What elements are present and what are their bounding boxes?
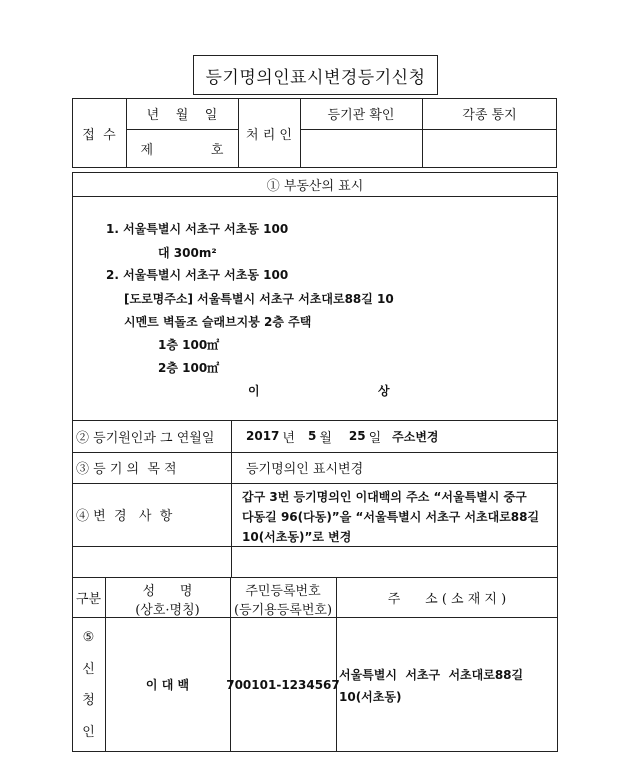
section-char-2: 신 bbox=[82, 661, 95, 677]
applicant-name-cell bbox=[105, 617, 230, 752]
receipt-label: 접 수 bbox=[82, 127, 116, 143]
registrar-check-cell bbox=[300, 98, 422, 129]
change-label: ④ 변 경 사 항 bbox=[76, 509, 173, 524]
property-line-7: 2층 100㎡ bbox=[158, 361, 220, 375]
cause-year: 2017 bbox=[246, 429, 280, 443]
date-cell bbox=[126, 98, 238, 129]
number-cell bbox=[126, 129, 238, 168]
property-header-cell bbox=[72, 172, 558, 196]
cause-day-unit: 일 bbox=[368, 430, 382, 446]
property-line-6: 1층 100㎡ bbox=[158, 338, 220, 352]
notices-cell bbox=[422, 98, 557, 129]
col-id-2: (등기용등록번호) bbox=[233, 603, 333, 618]
applicant-address-line2: 10(서초동) bbox=[339, 690, 402, 704]
section-char-1: ⑤ bbox=[82, 630, 95, 645]
applicant-id: 700101-1234567 bbox=[226, 677, 340, 692]
processor-cell bbox=[238, 98, 300, 168]
property-line-4: [도로명주소] 서울특별시 서초구 서초대로88길 10 bbox=[124, 292, 394, 306]
cause-reason: 주소변경 bbox=[392, 429, 439, 444]
cause-month: 5 bbox=[307, 429, 317, 443]
purpose-value-cell bbox=[246, 452, 363, 483]
col-address-cell bbox=[336, 577, 558, 617]
number-label: 제 호 bbox=[140, 143, 224, 158]
purpose-value: 등기명의인 표시변경 bbox=[246, 462, 364, 477]
section-char-3: 청 bbox=[82, 693, 95, 709]
col-name-1: 성 명 bbox=[142, 584, 193, 599]
processor-label: 처 리 인 bbox=[246, 127, 292, 143]
change-line-3: 10(서초동)”로 변경 bbox=[242, 530, 352, 544]
purpose-label-cell bbox=[76, 452, 231, 483]
change-line-2: 다동길 96(다동)”을 “서울특별시 서초구 서초대로88길 bbox=[242, 510, 540, 524]
change-label-cell bbox=[76, 483, 231, 546]
receipt-label-cell bbox=[72, 98, 126, 168]
applicant-name: 이 대 백 bbox=[145, 678, 190, 692]
property-line-1: 1. 서울특별시 서초구 서초동 100 bbox=[106, 222, 289, 236]
notices-label: 각종 통지 bbox=[462, 108, 517, 123]
col-type: 구분 bbox=[75, 591, 102, 607]
cause-value-cell bbox=[246, 420, 439, 452]
cause-year-unit: 년 bbox=[282, 430, 295, 446]
col-type-cell bbox=[72, 577, 105, 617]
section-applicant-label bbox=[72, 630, 105, 740]
col-name-cell bbox=[105, 580, 230, 618]
col-id-1: 주민등록번호 bbox=[245, 584, 321, 599]
property-header: ① 부동산의 표시 bbox=[266, 178, 364, 194]
applicant-address-cell bbox=[339, 664, 557, 708]
date-label: 년 월 일 bbox=[146, 108, 218, 123]
col-name-2: (상호·명칭) bbox=[135, 603, 200, 618]
col-id-cell bbox=[230, 580, 336, 618]
cause-day: 25 bbox=[348, 429, 366, 443]
property-line-5: 시멘트 벽돌조 슬래브지붕 2층 주택 bbox=[124, 315, 312, 329]
property-end-left: 이 bbox=[248, 384, 260, 398]
applicant-address-line1: 서울특별시 서초구 서초대로88길 bbox=[339, 668, 524, 682]
applicant-id-cell bbox=[226, 617, 340, 752]
col-address: 주 소 ( 소 재 지 ) bbox=[387, 591, 507, 607]
registrar-check-label: 등기관 확인 bbox=[327, 108, 395, 123]
property-line-3: 2. 서울특별시 서초구 서초동 100 bbox=[106, 268, 289, 282]
change-line-1: 갑구 3번 등기명의인 이대백의 주소 “서울특별시 중구 bbox=[242, 490, 527, 504]
purpose-label: ③ 등 기 의 목 적 bbox=[76, 462, 177, 477]
title-box bbox=[193, 55, 438, 95]
property-end-right: 상 bbox=[378, 384, 390, 398]
cause-month-unit: 월 bbox=[319, 430, 332, 446]
page-title: 등기명의인표시변경등기신청 bbox=[205, 67, 426, 88]
cause-label: ② 등기원인과 그 연월일 bbox=[76, 430, 215, 446]
property-line-2: 대 300m² bbox=[158, 246, 217, 260]
cause-label-cell bbox=[76, 420, 231, 452]
section-char-4: 인 bbox=[82, 724, 95, 740]
